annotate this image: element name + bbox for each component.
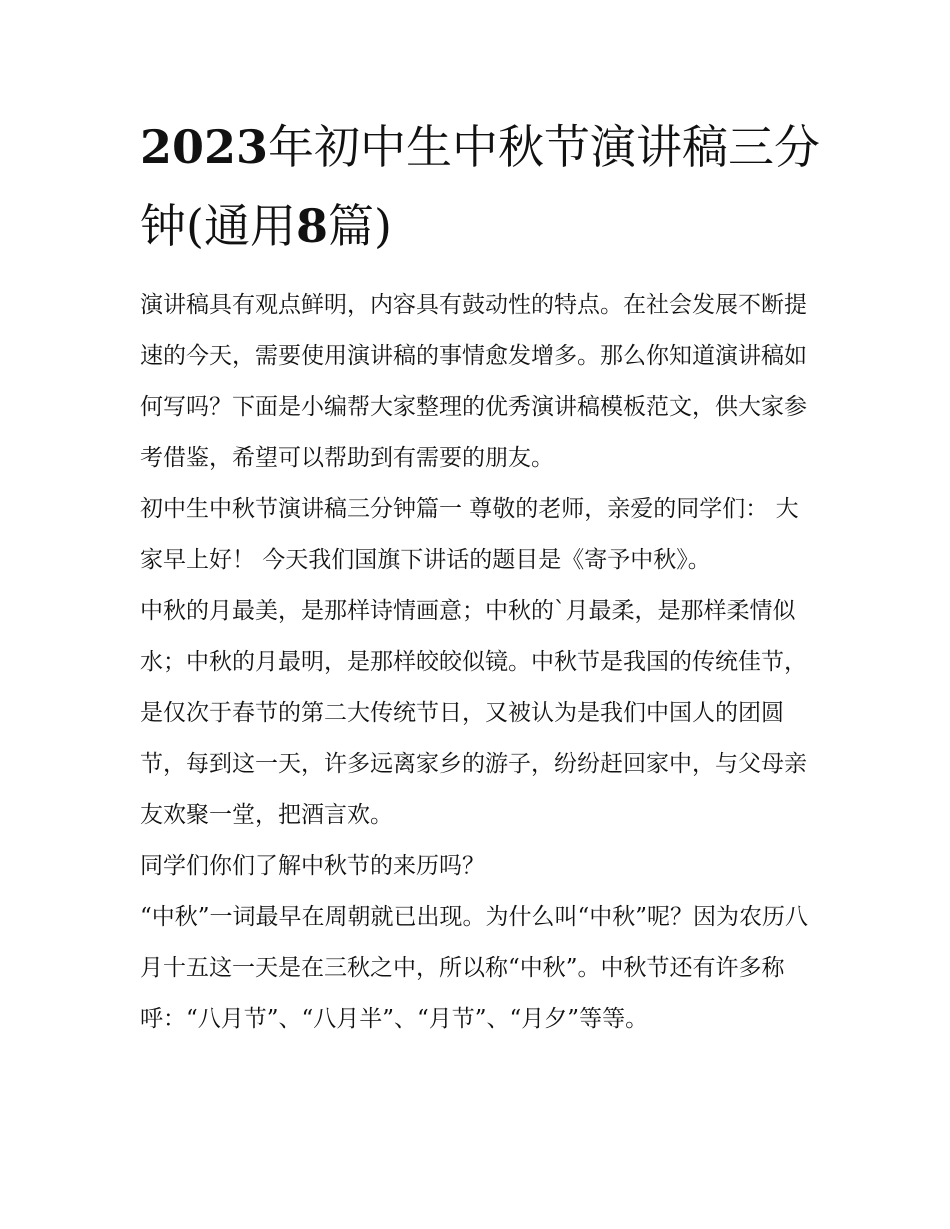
- title-text-part1: 年初中生中秋节演讲稿三分钟(通用: [140, 120, 821, 253]
- paragraph-moon-description: 中秋的月最美，是那样诗情画意；中秋的`月最柔，是那样柔情似水；中秋的月最明，是那样皎皎似镜。中秋节是我国的传统佳节，是仅次于春节的第二大传统节日，又被认为是我们中国人的团圆节，每到这一天，许多远离家乡的游子，纷纷赶回家中，与父母亲友欢聚一堂，把酒言欢。: [140, 598, 807, 828]
- document-title: [140, 108, 830, 266]
- document-body: [140, 280, 815, 1045]
- paragraph-question: 同学们你们了解中秋节的来历吗？: [140, 853, 485, 879]
- title-count: 8: [295, 199, 328, 253]
- title-year: 2023: [140, 120, 269, 174]
- paragraph-intro: 演讲稿具有观点鲜明，内容具有鼓动性的特点。在社会发展不断提速的今天，需要使用演讲稿的事情愈发增多。那么你知道演讲稿如何写吗？下面是小编帮大家整理的优秀演讲稿模板范文，供大家参考借鉴，希望可以帮助到有需要的朋友。: [140, 292, 807, 471]
- paragraph-origin: “中秋”一词最早在周朝就已出现。为什么叫“中秋”呢？因为农历八月十五这一天是在三秋之中，所以称“中秋”。中秋节还有许多称呼：“八月节”、“八月半”、“月节”、“月夕”等等。: [140, 904, 809, 1032]
- title-text-part2: 篇): [327, 199, 392, 253]
- paragraph-speech-opening: 初中生中秋节演讲稿三分钟篇一 尊敬的老师，亲爱的同学们： 大家早上好！ 今天我们国旗下讲话的题目是《寄予中秋》。: [140, 496, 799, 573]
